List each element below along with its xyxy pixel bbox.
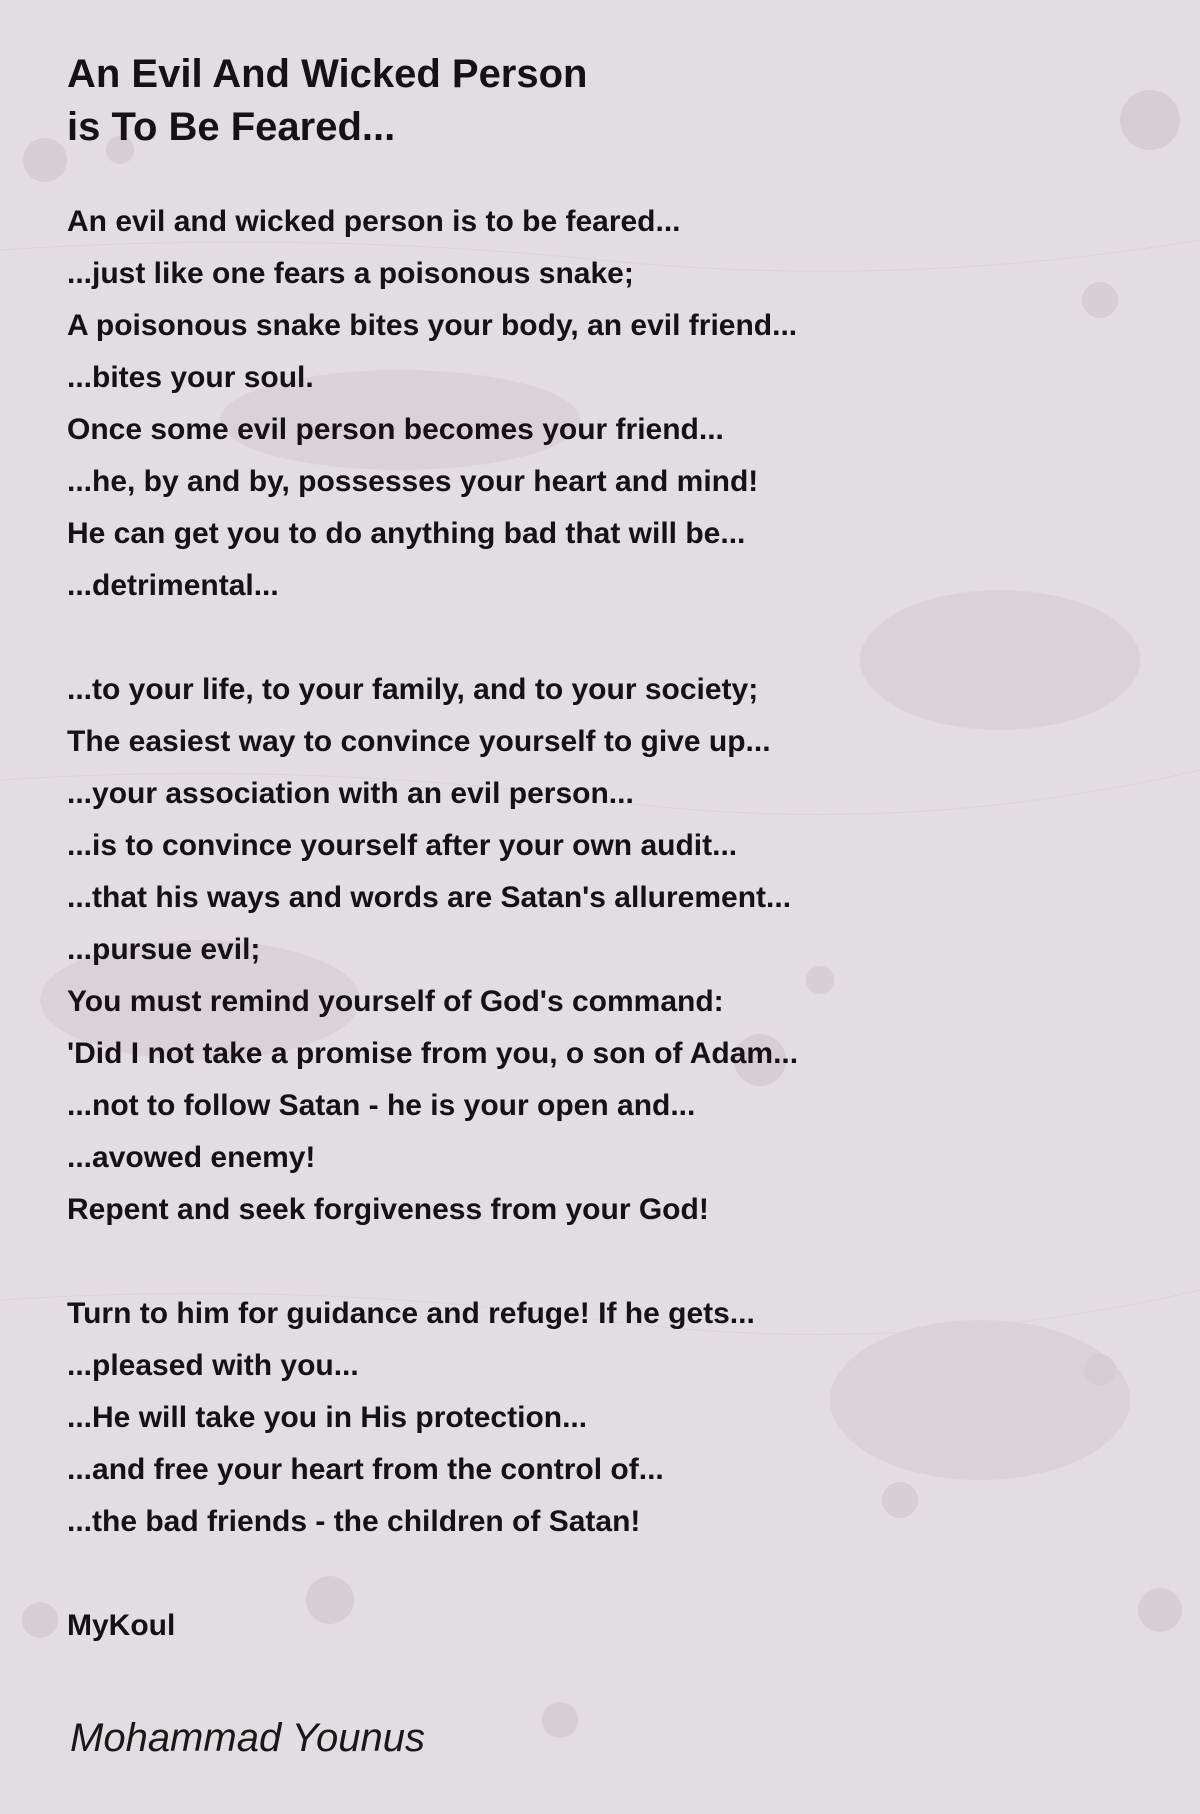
poem-title-line-2: is To Be Feared...: [67, 105, 396, 149]
poem-line: ...that his ways and words are Satan's allurement...: [67, 881, 792, 914]
poem-title: [67, 48, 1147, 154]
poem-line: ...He will take you in His protection...: [67, 1401, 588, 1434]
poem-line: The easiest way to convince yourself to give up...: [67, 725, 771, 758]
poem-line: ...is to convince yourself after your own audit...: [67, 829, 738, 862]
stanza-1: [67, 196, 1147, 612]
poem-body: [67, 196, 1147, 1652]
poem-line: ...just like one fears a poisonous snake;: [67, 257, 634, 290]
stanza-2: [67, 664, 1147, 1236]
poem-line: An evil and wicked person is to be feared...: [67, 205, 681, 238]
poem-line: ...to your life, to your family, and to your society;: [67, 673, 759, 706]
poem-line: ...avowed enemy!: [67, 1141, 316, 1174]
poem-line: You must remind yourself of God's command:: [67, 985, 724, 1018]
poem-line: ...pleased with you...: [67, 1349, 359, 1382]
poem-line: ...bites your soul.: [67, 361, 314, 394]
author-name: Mohammad Younus: [70, 1716, 426, 1760]
poem-line: He can get you to do anything bad that will be...: [67, 517, 746, 550]
poem-signature: MyKoul: [67, 1609, 176, 1642]
poem-line: ...he, by and by, possesses your heart and mind!: [67, 465, 759, 498]
poem-title-line-1: An Evil And Wicked Person: [67, 52, 588, 96]
poem-line: ...your association with an evil person...: [67, 777, 634, 810]
poem-line: 'Did I not take a promise from you, o son of Adam...: [67, 1037, 799, 1070]
stanza-3: [67, 1288, 1147, 1548]
poem-line: ...detrimental...: [67, 569, 279, 602]
poem-line: Once some evil person becomes your friend...: [67, 413, 724, 446]
poem: [67, 48, 1147, 1652]
poem-line: Repent and seek forgiveness from your God!: [67, 1193, 709, 1226]
poem-line: Turn to him for guidance and refuge! If he gets...: [67, 1297, 755, 1330]
poem-line: ...not to follow Satan - he is your open and...: [67, 1089, 696, 1122]
poem-line: A poisonous snake bites your body, an evil friend...: [67, 309, 798, 342]
poem-line: ...and free your heart from the control of...: [67, 1453, 664, 1486]
poem-line: ...the bad friends - the children of Satan!: [67, 1505, 641, 1538]
poem-line: ...pursue evil;: [67, 933, 261, 966]
